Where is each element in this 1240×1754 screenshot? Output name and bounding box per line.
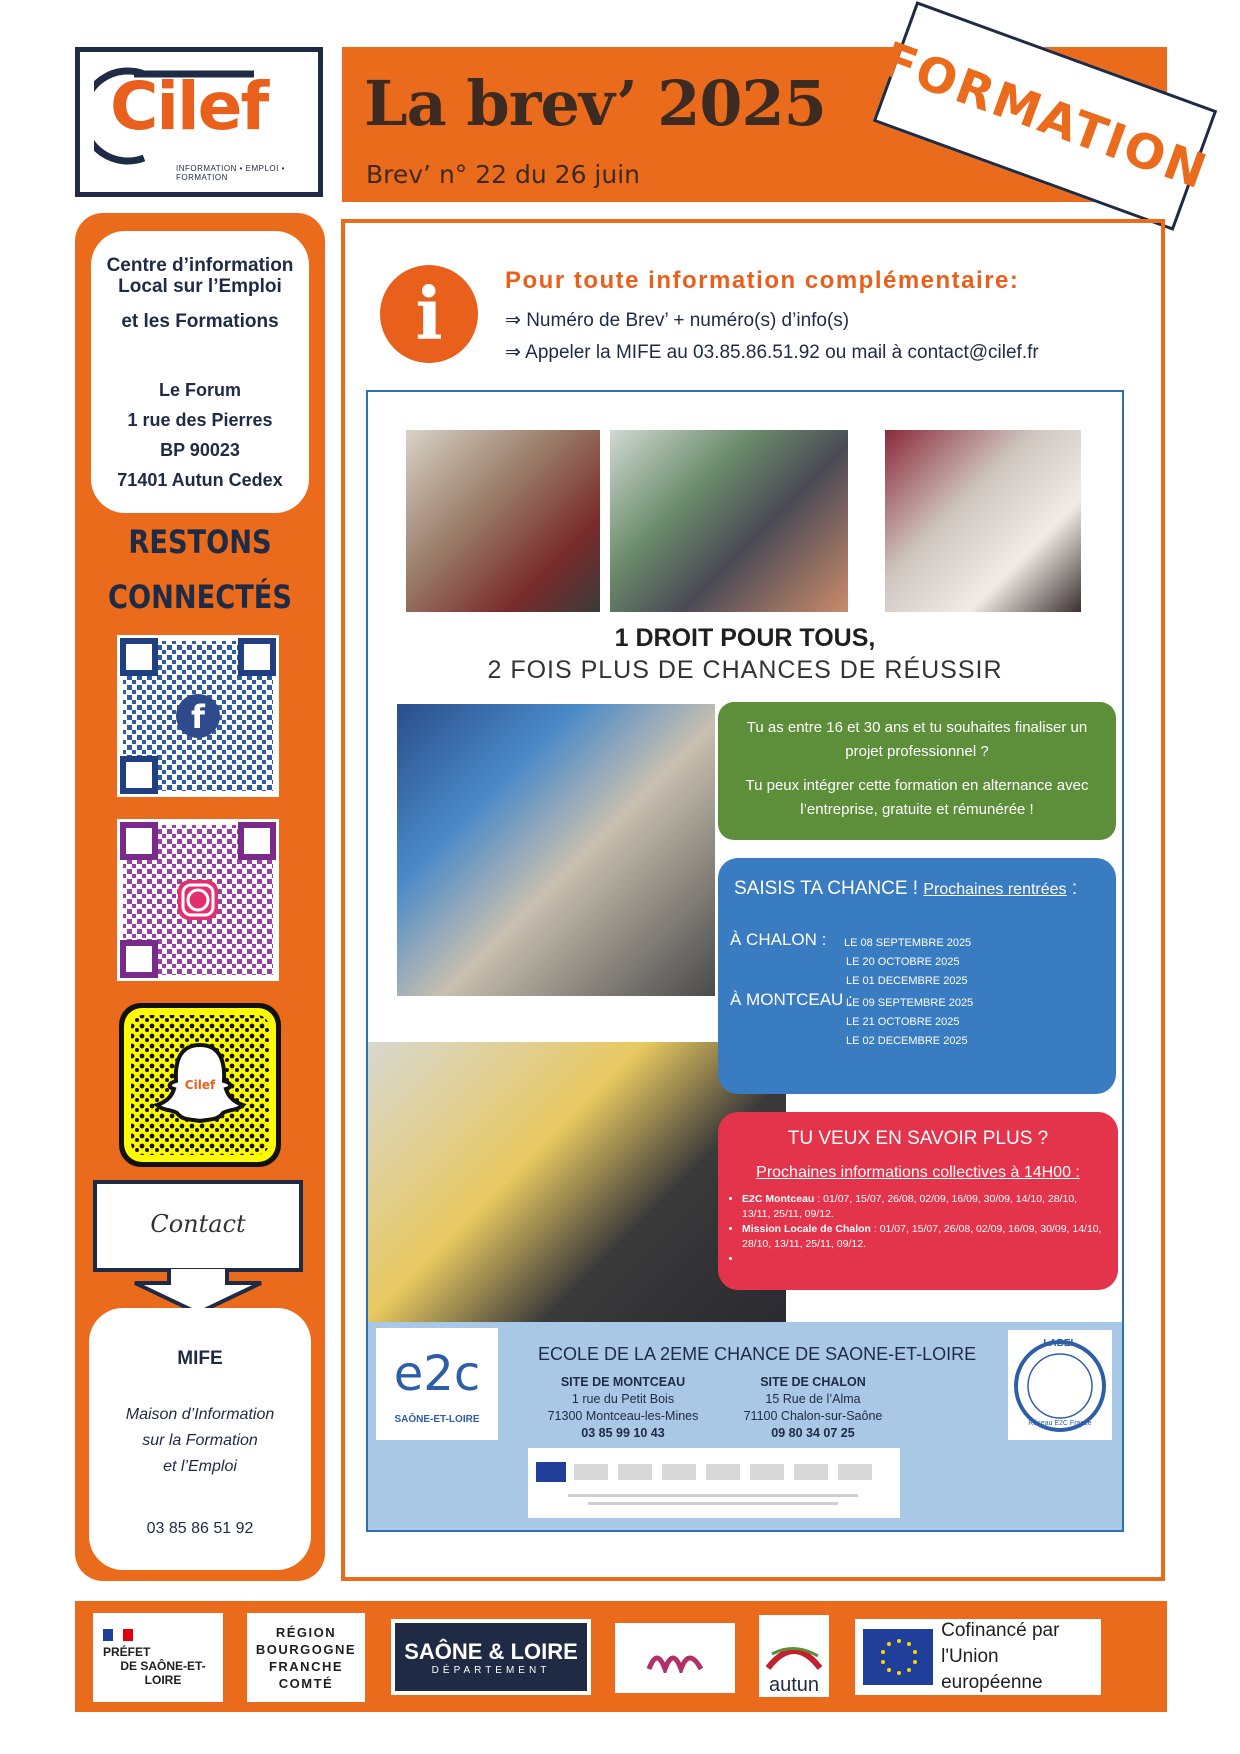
sl-part: LOIRE [510,1638,578,1664]
e2c-logo-sub: SAÔNE-ET-LOIRE [394,1414,480,1425]
montceau-dates [846,994,973,1051]
org-line-2: Local sur l’Emploi [118,276,282,297]
instagram-qr-pattern [117,819,279,981]
dates-link[interactable]: Prochaines rentrées [923,881,1067,898]
label-logo-sub: Réseau E2C France [1028,1420,1092,1427]
photo-presentation [885,430,1081,612]
site-phone[interactable]: 03 85 99 10 43 [581,1426,665,1440]
facebook-qr-code[interactable] [117,635,279,797]
mife-desc-line: sur la Formation [142,1432,258,1449]
partner-logos-strip [528,1448,900,1518]
mife-title: MIFE [177,1348,223,1369]
region-line: FRANCHE [268,1658,344,1674]
eu-text [941,1618,1101,1696]
mife-card [89,1308,311,1570]
date-item: LE 21 OCTOBRE 2025 [846,1016,960,1028]
photo-cooks [406,430,600,612]
logo-tagline: INFORMATION • EMPLOI • FORMATION [176,164,285,182]
sl-part: SAÔNE [404,1638,483,1664]
sl-wordmark: SAÔNE & LOIRE [404,1638,578,1664]
fine-print [588,1502,838,1505]
eu-flag-icon [536,1462,566,1482]
site-chalon [723,1374,903,1442]
list-item [742,1222,1108,1252]
instagram-qr-code[interactable] [117,819,279,981]
region-line: COMTÉ [278,1675,334,1691]
site-title: SITE DE CHALON [760,1375,866,1389]
e2c-logo-text: e2c [393,1346,481,1402]
list-item-label: E2C Montceau [742,1193,815,1205]
e2c-label-logo [1008,1330,1112,1440]
grand-autunois-icon [645,1643,705,1673]
site-montceau [528,1374,718,1442]
info-sessions-title: TU VEUX EN SAVOIR PLUS ? [787,1128,1049,1149]
info-sessions-subtitle[interactable]: Prochaines informations collectives à 14H00 : [756,1164,1080,1181]
restons-connectes-heading [94,515,307,625]
list-item [742,1192,1108,1222]
dates-heading [734,878,1077,900]
info-icon-letter: i [415,271,443,356]
info-sessions-list [724,1192,1108,1267]
stamp-label: FORMATION [875,31,1215,201]
e2c-logo [376,1328,498,1440]
chalon-dates [844,934,971,991]
site-line: 1 rue du Petit Bois [571,1392,675,1406]
photo-workshop [397,704,715,996]
mife-description [89,1402,311,1480]
partner-logos [574,1464,874,1480]
facebook-qr-pattern [117,635,279,797]
dates-title: SAISIS TA CHANCE ! [734,878,919,899]
issue-subtitle: Brev’ n° 22 du 26 juin [366,160,640,189]
info-line-2[interactable]: ⇒ Appeler la MIFE au 03.85.86.51.92 ou mail à contact@cilef.fr [505,342,1039,363]
org-line-3: et les Formations [121,311,279,332]
info-line-1: ⇒ Numéro de Brev’ + numéro(s) d’info(s) [505,310,850,331]
eu-line-1: Cofinancé par [941,1620,1060,1641]
mife-desc-line: Maison d’Information [125,1406,275,1423]
slogan-line-1: 1 DROIT POUR TOUS, [614,624,876,652]
site-line: 71100 Chalon-sur-Saône [743,1409,883,1423]
date-item: LE 08 SEPTEMBRE 2025 [844,937,972,949]
eligibility-box [718,702,1116,840]
prefet-logo [93,1613,223,1702]
saone-et-loire-logo [391,1619,591,1695]
eligibility-text-1: Tu as entre 16 et 30 ans et tu souhaites finaliser un projet professionnel ? [746,719,1088,760]
org-card [91,231,309,513]
site-line: 15 Rue de l’Alma [765,1392,861,1406]
restons-line-2: CONNECTÉS [108,578,292,616]
school-title: ECOLE DE LA 2EME CHANCE DE SAONE-ET-LOIRE [538,1344,977,1364]
main-content [341,219,1165,1581]
list-item-text: : 01/07, 15/07, 26/08, 02/09, 16/09, 30/09, 14/10, 28/10, 13/11, 25/11, 09/12. [742,1223,1102,1250]
eligibility-text-2: Tu peux intégrer cette formation en alternance avec l’entreprise, gratuite et rémunérée ! [745,777,1089,818]
autun-logo [759,1615,829,1697]
list-item-label: Mission Locale de Chalon [742,1223,871,1235]
sidebar [75,213,325,1581]
address-line: BP 90023 [160,440,240,460]
site-title: SITE DE MONTCEAU [560,1375,686,1389]
contact-box [93,1180,303,1272]
footer-partners [75,1601,1167,1712]
e2c-flyer [366,390,1124,1532]
restons-line-1: RESTONS [128,523,272,561]
chalon-label: À CHALON : [730,930,827,949]
montceau-label: À MONTCEAU : [730,990,853,1009]
region-line: RÉGION [275,1624,337,1640]
org-line-1: Centre d’information [106,255,294,276]
fine-print [568,1494,858,1497]
prefet-line-2: DE SAÔNE-ET-LOIRE [120,1658,206,1687]
contact-label: Contact [150,1210,246,1238]
marianne-flag-icon [103,1629,133,1641]
eu-logo [855,1619,1101,1695]
mife-phone[interactable]: 03 85 86 51 92 [146,1520,254,1537]
org-address [91,375,309,495]
slogan-line-2: 2 FOIS PLUS DE CHANCES DE RÉUSSIR [487,656,1003,684]
svg-text:f: f [191,698,205,736]
cilef-logo [75,47,323,197]
date-item: LE 09 SEPTEMBRE 2025 [846,997,974,1009]
info-sessions-box [718,1112,1118,1290]
dates-box [718,858,1116,1094]
address-line: Le Forum [158,380,241,400]
page-title: La brev’ 2025 [364,67,826,140]
list-item-text: : 01/07, 15/07, 26/08, 02/09, 16/09, 30/09, 14/10, 28/10, 13/11, 25/11, 09/12. [742,1193,1078,1220]
site-line: 71300 Montceau-les-Mines [547,1409,699,1423]
grand-autunois-logo [615,1623,735,1693]
prefet-line-1: PRÉFET [103,1644,151,1659]
snapchat-qr-pattern [119,1003,281,1167]
dates-colon: : [1071,878,1078,899]
date-item: LE 02 DECEMBRE 2025 [846,1035,968,1047]
sl-sub: DÉPARTEMENT [431,1664,551,1676]
svg-text:Cilef: Cilef [184,1078,216,1092]
mife-desc-line: et l’Emploi [163,1458,237,1475]
address-line: 71401 Autun Cedex [117,470,283,490]
org-name [91,255,309,297]
info-title: Pour toute information complémentaire: [505,267,1020,294]
photo-meeting [610,430,848,612]
site-phone[interactable]: 09 80 34 07 25 [771,1426,855,1440]
eu-flag-icon [863,1629,933,1685]
region-line: BOURGOGNE [255,1641,357,1657]
label-logo-title: LABEL [1043,1338,1077,1349]
autun-label: autun [768,1674,820,1696]
autun-swoosh-icon [764,1634,824,1674]
address-line: 1 rue des Pierres [127,410,273,430]
list-item-empty [742,1252,1108,1267]
eu-line-2: l'Union européenne [941,1646,1043,1693]
snapchat-qr-code[interactable] [119,1003,281,1167]
school-band [368,1322,1124,1532]
logo-wordmark: Cilef [110,68,268,145]
date-item: LE 20 OCTOBRE 2025 [846,956,960,968]
region-logo [247,1613,365,1702]
date-item: LE 01 DECEMBRE 2025 [846,975,968,987]
